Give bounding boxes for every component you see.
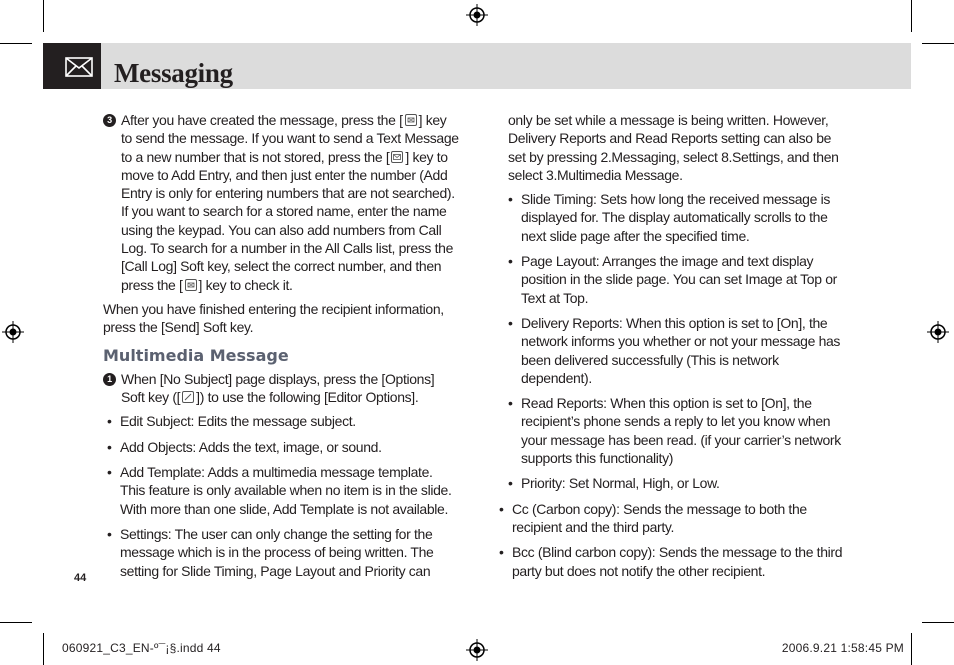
crop-mark-bottom-left-h	[0, 622, 32, 623]
ok-key-icon	[405, 114, 417, 126]
section-heading: Multimedia Message	[103, 345, 289, 365]
crop-mark-top-right-h	[922, 43, 954, 44]
crop-mark-bottom-right-v	[911, 633, 912, 665]
registration-mark-right-icon	[927, 321, 949, 343]
list-item: • Page Layout: Arranges the image and text display position in the slide page. You can set Image at Top or Text at Top.	[508, 253, 837, 306]
envelope-icon	[65, 57, 93, 77]
list-item: • Edit Subject: Edits the message subject.	[107, 413, 356, 430]
footer-filename: 060921_C3_EN-º¯¡§.indd 44	[62, 641, 221, 655]
list-item: • Settings: The user can only change the setting for the message which is in the process of being written. The setting for Slide Timing, Page Layout and Priority can	[107, 525, 434, 579]
left-column	[103, 111, 459, 587]
step-3: 3 After you have created the message, press the [ ] key to send the message. If you want to send a Text Message to a new number that is not stored, press the [ ] key to move to Add Entry, and then just enter the number (Add Entry is only for entering numbers that are not searched). If you want to search for a stored name, enter the name using the keypad. You can also add numbers from Call Log. To search for a number in the All Calls list, press the [Call Log] Soft key, select the correct number, and then press the [ ] key to check it.	[103, 111, 459, 294]
crop-mark-bottom-left-v	[43, 633, 44, 665]
page-title: Messaging	[114, 58, 233, 88]
list-item: • Add Objects: Adds the text, image, or sound.	[107, 438, 382, 455]
step-number-badge: 1	[103, 373, 116, 386]
registration-mark-left-icon	[2, 321, 24, 343]
list-item: • Read Reports: When this option is set to [On], the recipient’s phone sends a reply to let you know when your message has been read. (if your carrier’s network supports this functionality)	[508, 395, 841, 467]
list-item: • Slide Timing: Sets how long the received message is displayed for. The display automatically scrolls to the next slide page after the specified time.	[508, 191, 830, 244]
ok-key-icon	[185, 279, 197, 291]
soft-key-icon	[182, 391, 194, 403]
finish-paragraph: When you have finished entering the recipient information, press the [Send] Soft key.	[103, 300, 444, 336]
list-item: • Add Template: Adds a multimedia message template. This feature is only available when no item is in the slide. With more than one slide, Add Template is not available.	[107, 464, 452, 517]
crop-mark-top-left-v	[43, 0, 44, 32]
list-item: • Delivery Reports: When this option is set to [On], the network informs you whether or not your message has been delivered successfully (This is network dependent).	[508, 314, 841, 386]
right-column	[499, 111, 849, 587]
continuation-paragraph: only be set while a message is being written. However, Delivery Reports and Read Reports setting can also be set by pressing 2.Messaging, select 8.Settings, and then select 3.Multimedia Message.	[508, 112, 839, 183]
crop-mark-top-right-v	[911, 0, 912, 32]
list-item: • Bcc (Blind carbon copy): Sends the message to the third party but does not notify the other recipient.	[499, 544, 843, 579]
registration-mark-top-icon	[466, 4, 488, 26]
crop-mark-top-left-h	[0, 43, 32, 44]
list-item: • Priority: Set Normal, High, or Low.	[508, 475, 720, 492]
message-key-icon	[391, 151, 403, 163]
page-number: 44	[74, 572, 87, 584]
step-1: 1 When [No Subject] page displays, press the [Options] Soft key ([ ]) to use the following [Editor Options].	[103, 370, 459, 407]
list-item: • Cc (Carbon copy): Sends the message to both the recipient and the third party.	[499, 500, 807, 535]
step-number-badge: 3	[103, 114, 116, 127]
footer-timestamp: 2006.9.21 1:58:45 PM	[781, 641, 904, 655]
header-icon-box	[43, 43, 101, 89]
crop-mark-bottom-right-h	[922, 622, 954, 623]
registration-mark-bottom-icon	[466, 639, 488, 661]
